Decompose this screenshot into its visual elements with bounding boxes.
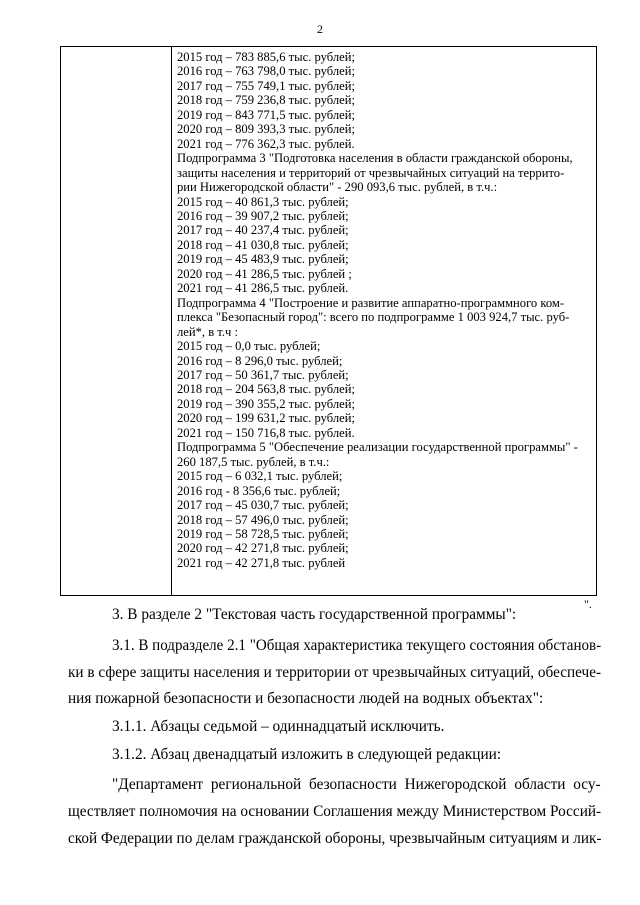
table-line: 2018 год – 759 236,8 тыс. рублей;	[177, 93, 355, 108]
paragraph-section-2: 3. В разделе 2 "Текстовая часть государственной программы":	[112, 606, 517, 623]
paragraph-quote-line-2: ществляет полномочия на основании Соглашения между Министерством Россий-	[68, 803, 602, 820]
table-line: 2017 год – 40 237,4 тыс. рублей;	[177, 223, 349, 238]
table-line: 2021 год – 150 716,8 тыс. рублей.	[177, 425, 355, 440]
closing-quote: ".	[584, 597, 592, 611]
table-line: 2015 год – 783 885,6 тыс. рублей;	[177, 50, 355, 64]
table-line: Подпрограмма 3 "Подготовка населения в области гражданской обороны,	[177, 151, 573, 166]
table-line: 2021 год – 42 271,8 тыс. рублей	[177, 555, 346, 570]
table-line: защиты населения и территорий от чрезвычайных ситуаций на террито-	[177, 165, 565, 180]
table-column-divider	[171, 47, 172, 595]
paragraph-quote-line-3: ской Федерации по делам гражданской обороны, чрезвычайным ситуациям и лик-	[68, 830, 602, 847]
table-line: 2016 год – 39 907,2 тыс. рублей;	[177, 208, 349, 223]
table-line: 2015 год – 0,0 тыс. рублей;	[177, 339, 321, 354]
table-line: 2020 год – 199 631,2 тыс. рублей;	[177, 411, 355, 426]
table-line: 2017 год – 45 030,7 тыс. рублей;	[177, 498, 349, 513]
table-line: 2019 год – 390 355,2 тыс. рублей;	[177, 396, 355, 411]
table-line: 2015 год – 6 032,1 тыс. рублей;	[177, 469, 343, 484]
table-line: Подпрограмма 4 "Построение и развитие аппаратно-программного ком-	[177, 295, 565, 310]
table-line: 2019 год – 843 771,5 тыс. рублей;	[177, 107, 355, 122]
table-line: 2020 год – 41 286,5 тыс. рублей ;	[177, 266, 352, 281]
table-line: 2020 год – 42 271,8 тыс. рублей;	[177, 541, 349, 556]
table-line: 2019 год – 45 483,9 тыс. рублей;	[177, 252, 349, 267]
paragraph-3-1-line-2: ки в сфере защиты населения и территории от чрезвычайных ситуаций, обеспече-	[68, 664, 602, 681]
table-line: лей*, в т.ч :	[177, 324, 238, 339]
table-line: 2019 год – 58 728,5 тыс. рублей;	[177, 526, 349, 541]
table-line: 2021 год – 41 286,5 тыс. рублей.	[177, 281, 349, 296]
table-line: рии Нижегородской области" - 290 093,6 тыс. рублей, в т.ч.:	[177, 180, 498, 195]
table-line: плекса "Безопасный город": всего по подпрограмме 1 003 924,7 тыс. руб-	[177, 310, 570, 325]
table-line: 2017 год – 50 361,7 тыс. рублей;	[177, 367, 349, 382]
paragraph-3-1-line-1: 3.1. В подразделе 2.1 "Общая характеристика текущего состояния обстанов-	[112, 637, 602, 654]
budget-table	[60, 46, 597, 596]
table-cell-funding	[177, 50, 593, 570]
table-line: 2016 год – 763 798,0 тыс. рублей;	[177, 64, 355, 79]
paragraph-3-1-line-3: ния пожарной безопасности и безопасности людей на водных объектах":	[68, 690, 544, 707]
table-line: 2020 год – 809 393,3 тыс. рублей;	[177, 122, 355, 137]
table-line: 2016 год – 8 296,0 тыс. рублей;	[177, 353, 343, 368]
paragraph-quote-line-1: "Департамент региональной безопасности Нижегородской области осу-	[112, 776, 601, 793]
table-line: 2015 год – 40 861,3 тыс. рублей;	[177, 194, 349, 209]
table-line: 2018 год – 41 030,8 тыс. рублей;	[177, 237, 349, 252]
table-line: Подпрограмма 5 "Обеспечение реализации государственной программы" -	[177, 440, 578, 455]
table-line: 260 187,5 тыс. рублей, в т.ч.:	[177, 454, 330, 469]
paragraph-3-1-1: 3.1.1. Абзацы седьмой – одиннадцатый исключить.	[112, 718, 445, 735]
table-line: 2021 год – 776 362,3 тыс. рублей.	[177, 136, 355, 151]
table-line: 2018 год – 204 563,8 тыс. рублей;	[177, 382, 355, 397]
table-line: 2016 год - 8 356,6 тыс. рублей;	[177, 483, 341, 498]
table-line: 2017 год – 755 749,1 тыс. рублей;	[177, 78, 355, 93]
paragraph-3-1-2: 3.1.2. Абзац двенадцатый изложить в следующей редакции:	[112, 746, 502, 763]
page-number: 2	[317, 22, 323, 36]
table-line: 2018 год – 57 496,0 тыс. рублей;	[177, 512, 349, 527]
